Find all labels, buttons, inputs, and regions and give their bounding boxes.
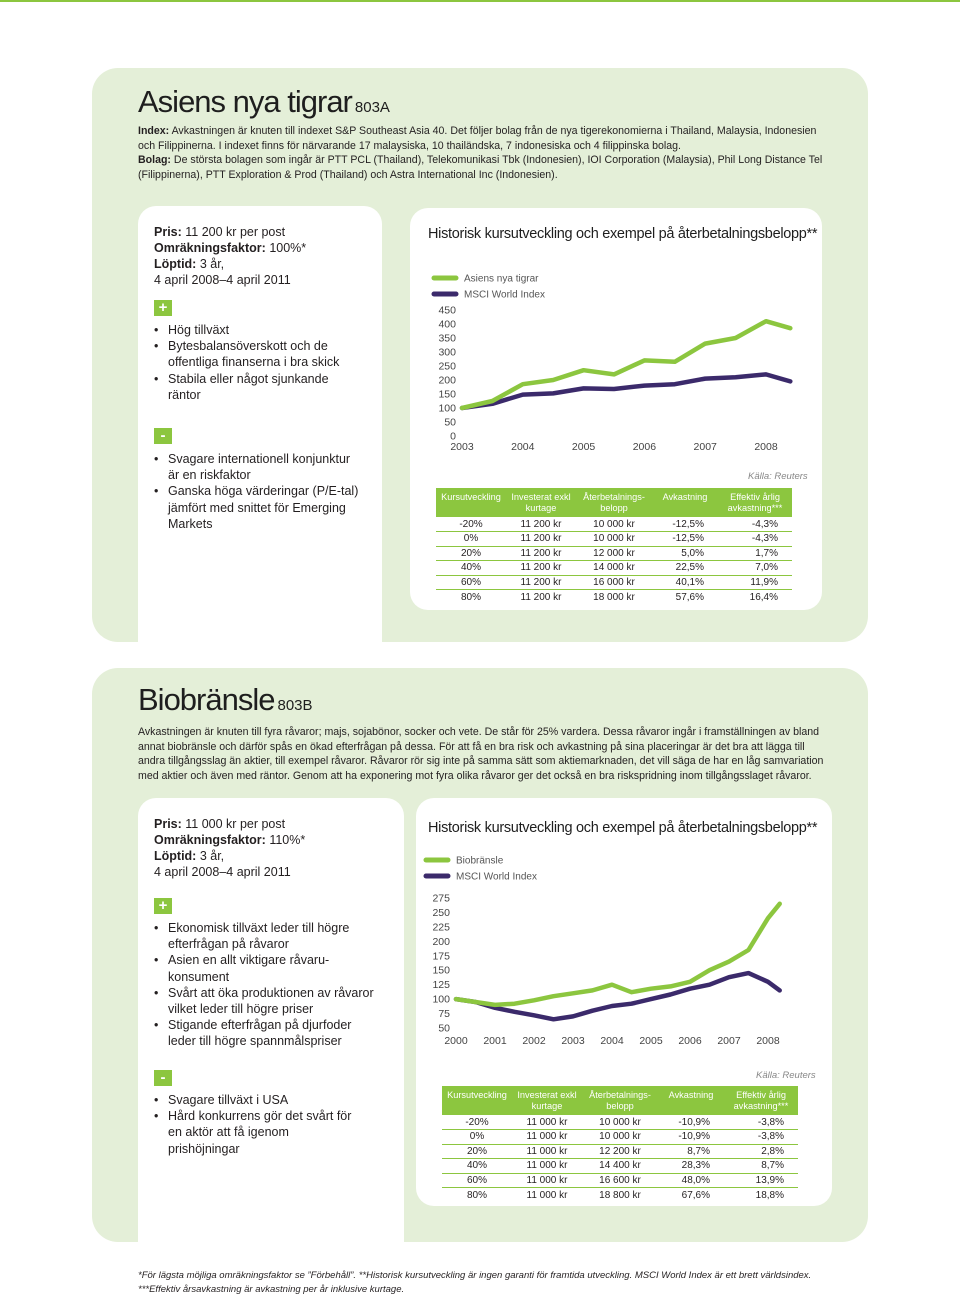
x-tick-label: 2003 bbox=[561, 1035, 585, 1047]
table-cell: 5,0% bbox=[652, 546, 718, 561]
y-tick-label: 100 bbox=[432, 993, 450, 1006]
table-cell: 20% bbox=[436, 546, 506, 561]
chart-card bbox=[416, 798, 832, 1206]
x-tick-label: 2003 bbox=[450, 441, 474, 453]
table-row bbox=[436, 532, 792, 547]
y-tick-label: 125 bbox=[432, 979, 450, 992]
product-info bbox=[154, 224, 306, 288]
product-info bbox=[154, 816, 305, 880]
pro-item: • Asien en allt viktigare råvaru-konsument bbox=[154, 952, 374, 984]
th-investerat: Investerat exkl kurtage bbox=[512, 1086, 582, 1115]
table-cell: 11,9% bbox=[718, 575, 792, 590]
x-tick-label: 2005 bbox=[571, 441, 596, 453]
table-cell: 12 000 kr bbox=[576, 546, 652, 561]
table-row bbox=[442, 1130, 798, 1145]
x-tick-label: 2000 bbox=[444, 1035, 468, 1047]
loptid-dates: 4 april 2008–4 april 2011 bbox=[154, 865, 291, 879]
table-cell: 48,0% bbox=[658, 1173, 724, 1188]
x-tick-label: 2006 bbox=[678, 1035, 702, 1047]
table-row bbox=[436, 546, 792, 561]
table-cell: 10 000 kr bbox=[576, 532, 652, 547]
pris-label: Pris: bbox=[154, 225, 182, 239]
series-line bbox=[456, 973, 780, 1019]
table-cell: 16 600 kr bbox=[582, 1173, 658, 1188]
section-title: Biobränsle 803B bbox=[138, 682, 313, 717]
x-tick-label: 2006 bbox=[632, 441, 657, 453]
section-asiens-nya-tigrar bbox=[92, 68, 868, 642]
cons-list bbox=[154, 451, 360, 532]
th-effektiv: Effektiv årlig avkastning*** bbox=[718, 488, 792, 517]
pros-list bbox=[154, 920, 374, 1050]
table-cell: 11 200 kr bbox=[506, 575, 576, 590]
loptid-value: 3 år, bbox=[199, 257, 225, 271]
minus-sign: - bbox=[154, 428, 172, 444]
bolag-text: De största bolagen som ingår är PTT PCL (Thailand), Telekomunikasi Tbk (Indonesien), IOI Corporation (Malaysia), Phil Long Distance Tel (Filippinerna), PTT Exploration & Prod (Thailand) och Astra International Inc (Indonesien). bbox=[138, 154, 823, 181]
minus-sign: - bbox=[154, 1070, 172, 1086]
product-facts-card bbox=[138, 206, 382, 642]
table-cell: 80% bbox=[460, 591, 481, 603]
section-intro bbox=[138, 124, 828, 182]
y-tick-label: 0 bbox=[450, 430, 456, 443]
pro-item: • Stabila eller något sjunkande räntor bbox=[154, 371, 354, 403]
x-tick-label: 2005 bbox=[639, 1035, 663, 1047]
table-cell: 18 800 kr bbox=[599, 1189, 641, 1201]
product-facts-card bbox=[138, 798, 404, 1242]
legend-label: MSCI World Index bbox=[456, 871, 537, 883]
table-cell: -20% bbox=[436, 517, 506, 532]
x-tick-label: 2007 bbox=[717, 1035, 741, 1047]
x-tick-label: 2007 bbox=[693, 441, 717, 453]
table-cell: 11 000 kr bbox=[512, 1130, 582, 1145]
legend-label: Asiens nya tigrar bbox=[464, 273, 539, 285]
y-tick-label: 175 bbox=[432, 950, 450, 963]
table-cell: 57,6% bbox=[675, 591, 704, 603]
pris-value: 11 000 kr per post bbox=[185, 817, 286, 831]
y-tick-label: 100 bbox=[438, 402, 456, 415]
table-cell: 13,9% bbox=[724, 1173, 798, 1188]
table-cell: 18 000 kr bbox=[593, 591, 635, 603]
table-cell: 0% bbox=[442, 1130, 512, 1145]
table-cell: -12,5% bbox=[652, 532, 718, 547]
omr-value: 100%* bbox=[269, 241, 307, 255]
section-biobransle bbox=[92, 668, 868, 1242]
table-row bbox=[436, 575, 792, 590]
table-cell: -20% bbox=[442, 1115, 512, 1130]
pro-item: • Hög tillväxt bbox=[154, 322, 354, 338]
y-tick-label: 400 bbox=[438, 318, 456, 331]
th-kursutveckling: Kursutveckling bbox=[442, 1086, 512, 1115]
table-cell: -3,8% bbox=[724, 1115, 798, 1130]
table-cell: 40% bbox=[436, 561, 506, 576]
product-code: 803A bbox=[354, 99, 390, 116]
pris-label: Pris: bbox=[154, 817, 182, 831]
table-cell: 12 200 kr bbox=[582, 1144, 658, 1159]
table-cell: 60% bbox=[436, 575, 506, 590]
table-cell: 1,7% bbox=[718, 546, 792, 561]
pro-item: • Ekonomisk tillväxt leder till högre efterfrågan på råvaror bbox=[154, 920, 374, 952]
pris-value: 11 200 kr per post bbox=[185, 225, 286, 239]
table-cell: -12,5% bbox=[652, 517, 718, 532]
table-cell: 60% bbox=[442, 1173, 512, 1188]
series-line bbox=[456, 904, 780, 1005]
table-row bbox=[442, 1159, 798, 1174]
y-tick-label: 225 bbox=[432, 921, 450, 934]
table-row bbox=[436, 517, 792, 532]
table-cell: 22,5% bbox=[652, 561, 718, 576]
table-cell: 8,7% bbox=[724, 1159, 798, 1174]
x-tick-label: 2002 bbox=[522, 1035, 546, 1047]
y-tick-label: 250 bbox=[432, 906, 450, 919]
line-chart bbox=[410, 208, 822, 468]
footnote-2: ***Effektiv årsavkastning är avkastning per år inklusive kurtage. bbox=[138, 1284, 405, 1295]
table-cell: 11 200 kr bbox=[506, 532, 576, 547]
table-cell: -4,3% bbox=[718, 532, 792, 547]
y-tick-label: 350 bbox=[438, 332, 456, 345]
line-chart bbox=[416, 798, 832, 1058]
table-cell: 11 000 kr bbox=[512, 1159, 582, 1174]
table-cell: -10,9% bbox=[658, 1115, 724, 1130]
table-row bbox=[442, 1144, 798, 1159]
return-table bbox=[442, 1086, 798, 1202]
y-tick-label: 200 bbox=[438, 374, 456, 387]
pro-item: • Stigande efterfrågan på djurfoder leder till högre spannmålspriser bbox=[154, 1017, 374, 1049]
th-effektiv: Effektiv årlig avkastning*** bbox=[724, 1086, 798, 1115]
y-tick-label: 275 bbox=[432, 892, 450, 905]
pro-item: • Svårt att öka produktionen av råvaror vilket leder till högre priser bbox=[154, 985, 374, 1017]
con-item: • Ganska höga värderingar (P/E-tal) jämfört med snittet för Emerging Markets bbox=[154, 483, 360, 532]
y-tick-label: 50 bbox=[438, 1022, 450, 1035]
section-intro: Avkastningen är knuten till fyra råvaror; majs, sojabönor, socker och vete. De står för 25% vardera. Dessa råvaror ingår i framställningen av bland annat biobränsle och därför spås en ökad efterfrågan på dessa. För att få en bra risk och avkastning på sina placeringar är det bra att lägga till andra tillgångsslag än aktier, till exempel råvaror. Råvaror rör sig inte på samma sätt som aktiemarknaden, det vill säga de har en låg samvariation med aktier och även med räntor. Genom att ha exponering mot fyra olika råvaror ger det också en bra riskspridning inom tillgångsslaget råvaror. bbox=[138, 726, 824, 782]
table-cell: -10,9% bbox=[658, 1130, 724, 1145]
x-tick-label: 2001 bbox=[483, 1035, 507, 1047]
chart-card bbox=[410, 208, 822, 610]
table-row bbox=[442, 1173, 798, 1188]
con-item: • Hård konkurrens gör det svårt för en aktör att få igenom prishöjningar bbox=[154, 1108, 354, 1157]
x-tick-label: 2008 bbox=[754, 441, 778, 453]
omr-label: Omräkningsfaktor: bbox=[154, 833, 266, 847]
y-tick-label: 150 bbox=[432, 964, 450, 977]
table-cell: -4,3% bbox=[718, 517, 792, 532]
chart-title: Historisk kursutveckling och exempel på återbetalningsbelopp** bbox=[428, 820, 818, 836]
table-cell: 40,1% bbox=[652, 575, 718, 590]
loptid-label: Löptid: bbox=[154, 257, 197, 271]
th-aterbetalning: Återbetalnings-belopp bbox=[576, 488, 652, 517]
th-avkastning: Avkastning bbox=[652, 488, 718, 517]
legend-label: Biobränsle bbox=[456, 855, 504, 867]
omr-value: 110%* bbox=[269, 833, 306, 847]
table-cell: 18,8% bbox=[755, 1189, 784, 1201]
loptid-dates: 4 april 2008–4 april 2011 bbox=[154, 273, 291, 287]
omr-label: Omräkningsfaktor: bbox=[154, 241, 266, 255]
top-rule bbox=[0, 0, 960, 2]
footnote-1: *För lägsta möjliga omräkningsfaktor se ”Förbehåll”. **Historisk kursutveckling är ingen garanti för framtida utveckling. MSCI World Index är ett brett världsindex. bbox=[138, 1270, 812, 1281]
table-cell: 0% bbox=[436, 532, 506, 547]
table-row bbox=[436, 590, 792, 605]
y-tick-label: 150 bbox=[438, 388, 456, 401]
th-investerat: Investerat exkl kurtage bbox=[506, 488, 576, 517]
table-row bbox=[442, 1188, 798, 1203]
plus-sign: + bbox=[154, 300, 172, 316]
table-cell: 80% bbox=[466, 1189, 487, 1201]
table-cell: -3,8% bbox=[724, 1130, 798, 1145]
table-cell: 11 200 kr bbox=[520, 591, 562, 603]
con-item: • Svagare tillväxt i USA bbox=[154, 1092, 354, 1108]
y-tick-label: 50 bbox=[444, 416, 456, 429]
table-cell: 20% bbox=[442, 1144, 512, 1159]
table-cell: 11 200 kr bbox=[506, 546, 576, 561]
pros-list bbox=[154, 322, 354, 403]
table-cell: 11 200 kr bbox=[506, 561, 576, 576]
table-cell: 11 000 kr bbox=[526, 1189, 568, 1201]
return-table bbox=[436, 488, 792, 604]
table-cell: 10 000 kr bbox=[576, 517, 652, 532]
cons-list bbox=[154, 1092, 354, 1157]
y-tick-label: 75 bbox=[438, 1008, 450, 1021]
table-cell: 8,7% bbox=[658, 1144, 724, 1159]
chart-source: Källa: Reuters bbox=[748, 471, 808, 482]
index-text: Avkastningen är knuten till indexet S&P Southeast Asia 40. Det följer bolag från de nya tigerekonomierna i Thailand, Malaysia, Indonesien och Filippinerna. I indexet finns för närvarande 17 malaysiska, 10 thailändska, 7 indonesiska och 4 filippinska bolag. bbox=[138, 125, 817, 152]
table-row bbox=[442, 1115, 798, 1130]
table-cell: 67,6% bbox=[681, 1189, 710, 1201]
table-cell: 11 000 kr bbox=[512, 1115, 582, 1130]
table-row bbox=[436, 561, 792, 576]
bolag-label: Bolag: bbox=[138, 154, 171, 167]
section-title: Asiens nya tigrar 803A bbox=[138, 84, 390, 119]
footnotes bbox=[138, 1269, 898, 1297]
con-item: • Svagare internationell konjunktur är en riskfaktor bbox=[154, 451, 360, 483]
x-tick-label: 2008 bbox=[756, 1035, 780, 1047]
loptid-value: 3 år, bbox=[199, 849, 225, 863]
loptid-label: Löptid: bbox=[154, 849, 197, 863]
index-label: Index: bbox=[138, 125, 170, 137]
th-kursutveckling: Kursutveckling bbox=[436, 488, 506, 517]
table-cell: 11 000 kr bbox=[512, 1173, 582, 1188]
chart-title: Historisk kursutveckling och exempel på återbetalningsbelopp** bbox=[428, 226, 818, 242]
table-cell: 2,8% bbox=[724, 1144, 798, 1159]
table-header-row bbox=[442, 1086, 798, 1115]
product-code: 803B bbox=[277, 697, 313, 714]
y-tick-label: 200 bbox=[432, 935, 450, 948]
table-cell: 14 400 kr bbox=[582, 1159, 658, 1174]
th-aterbetalning: Återbetalnings-belopp bbox=[582, 1086, 658, 1115]
legend-label: MSCI World Index bbox=[464, 289, 545, 301]
table-cell: 16,4% bbox=[749, 591, 778, 603]
table-cell: 28,3% bbox=[658, 1159, 724, 1174]
table-cell: 10 000 kr bbox=[582, 1130, 658, 1145]
table-cell: 11 000 kr bbox=[512, 1144, 582, 1159]
series-line bbox=[462, 321, 790, 408]
table-cell: 40% bbox=[442, 1159, 512, 1174]
y-tick-label: 250 bbox=[438, 360, 456, 373]
y-tick-label: 450 bbox=[438, 304, 456, 317]
x-tick-label: 2004 bbox=[511, 441, 535, 453]
table-cell: 11 200 kr bbox=[506, 517, 576, 532]
table-cell: 10 000 kr bbox=[582, 1115, 658, 1130]
pro-item: • Bytesbalansöverskott och de offentliga finanserna i bra skick bbox=[154, 338, 354, 370]
chart-source: Källa: Reuters bbox=[756, 1070, 816, 1081]
x-tick-label: 2004 bbox=[600, 1035, 624, 1047]
table-cell: 7,0% bbox=[718, 561, 792, 576]
th-avkastning: Avkastning bbox=[658, 1086, 724, 1115]
y-tick-label: 300 bbox=[438, 346, 456, 359]
table-cell: 16 000 kr bbox=[576, 575, 652, 590]
table-cell: 14 000 kr bbox=[576, 561, 652, 576]
table-header-row bbox=[436, 488, 792, 517]
plus-sign: + bbox=[154, 898, 172, 914]
